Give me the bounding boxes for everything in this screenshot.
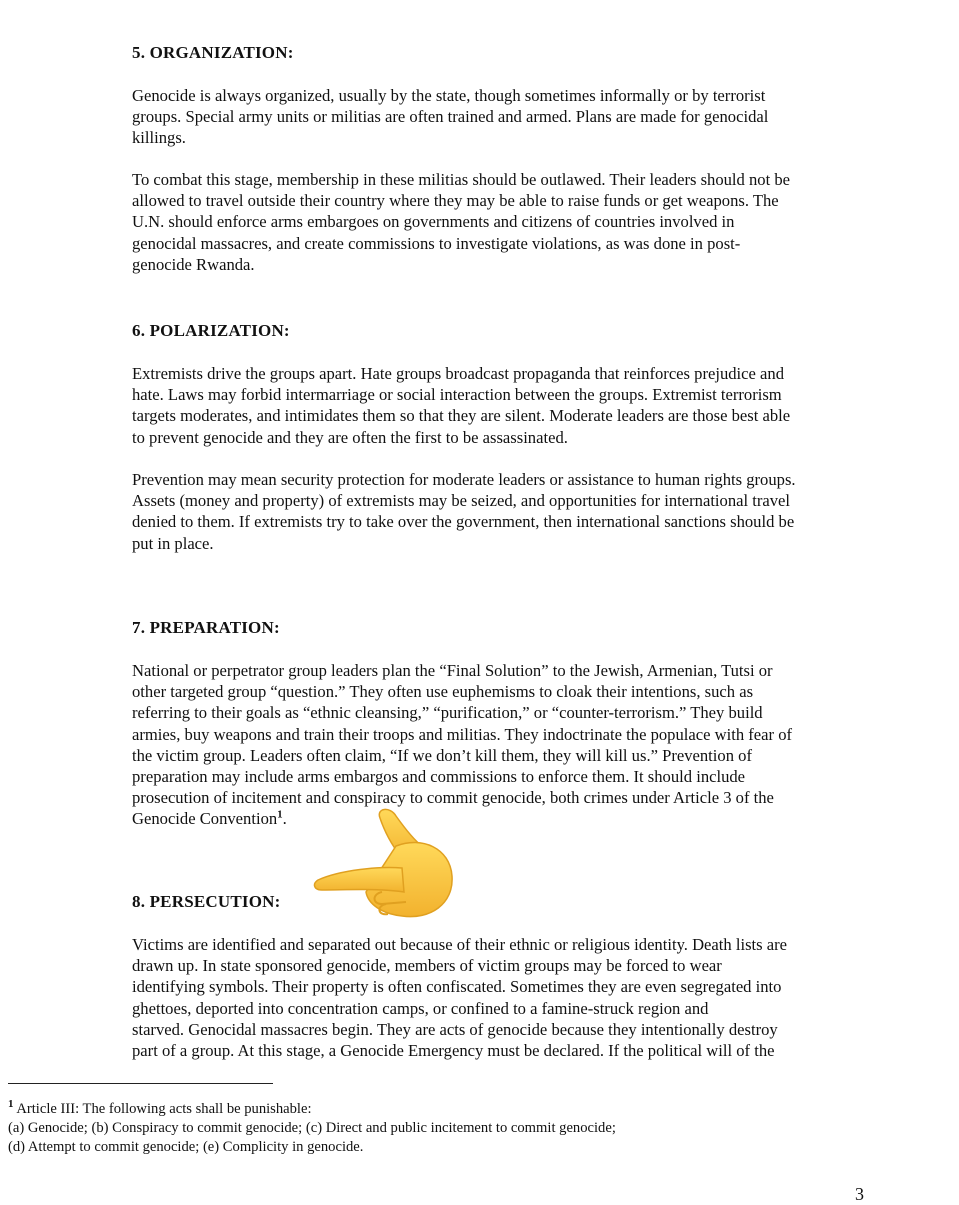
section-8-heading: 8. PERSECUTION:: [132, 892, 281, 911]
section-5-paragraph-2: To combat this stage, membership in these militias should be outlawed. Their leaders should not be allowed to travel outside their country where they may be able to raise funds or get weapons. The U.N. should enforce arms embargoes on governments and citizens of countries involved in genocidal massacres, and create commissions to investigate violations, as was done in post- genocide Rwanda.: [132, 170, 791, 274]
section-8-paragraph-1: Victims are identified and separated out because of their ethnic or religious identity. Death lists are drawn up. In state sponsored genocide, members of victim groups may be forced to wear identifying symbols. Their property is often confiscated. Sometimes they are even segregated into ghettoes, deported into concentration camps, or confined to a famine-struck region and starved. Genocidal massacres begin. They are acts of genocide because they intentionally destroy part of a group. At this stage, a Genocide Emergency must be declared. If the political will of the: [132, 935, 787, 1061]
footnote-rest: (a) Genocide; (b) Conspiracy to commit genocide; (c) Direct and public incitement to commit genocide; (d) Attempt to commit genocide; (e) Complicity in genocide.: [8, 1120, 616, 1155]
footnote: [8, 1100, 908, 1157]
section-7-heading: 7. PREPARATION:: [132, 618, 280, 637]
section-7-paragraph-end: .: [282, 809, 287, 829]
section-6-heading: 6. POLARIZATION:: [132, 321, 290, 340]
section-6-paragraph-1: Extremists drive the groups apart. Hate groups broadcast propaganda that reinforces prejudice and hate. Laws may forbid intermarriage or social interaction between the groups. Extremist terrorism targets moderates, and intimidates them so that they are silent. Moderate leaders are those best able to prevent genocide and they are often the first to be assassinated.: [132, 364, 791, 447]
page-number: 3: [855, 1184, 864, 1204]
footnote-separator: [8, 1083, 273, 1084]
footnote-reference[interactable]: 1: [277, 808, 283, 821]
section-6-paragraph-2: Prevention may mean security protection for moderate leaders or assistance to human rights groups. Assets (money and property) of extremists may be seized, and opportunities for international travel denied to them. If extremists try to take over the government, then international sanctions should be put in place.: [132, 470, 796, 553]
footnote-mark: 1: [8, 1098, 14, 1111]
section-5-paragraph-1: Genocide is always organized, usually by the state, though sometimes informally or by terrorist groups. Special army units or militias are often trained and armed. Plans are made for genocidal killings.: [132, 86, 769, 148]
section-7-paragraph-text: National or perpetrator group leaders plan the “Final Solution” to the Jewish, Armenian, Tutsi or other targeted group “question.” They often use euphemisms to cloak their intentions, such as referring to their goals as “ethnic cleansing,” “purification,” or “counter-terrorism.” They build armies, buy weapons and train their troops and militias. They indoctrinate the populace with fear of the victim group. Leaders often claim, “If we don’t kill them, they will kill us.” Prevention of preparation may include arms embargos and commissions to enforce them. It should include prosecution of incitement and conspiracy to commit genocide, both crimes under Article 3 of the Genocide Convention: [132, 661, 793, 829]
backhand-index-pointing-left-icon: [310, 806, 460, 924]
section-7-paragraph-1: [132, 660, 872, 830]
section-5-heading: 5. ORGANIZATION:: [132, 43, 294, 62]
footnote-first-line: Article III: The following acts shall be punishable:: [16, 1101, 312, 1117]
